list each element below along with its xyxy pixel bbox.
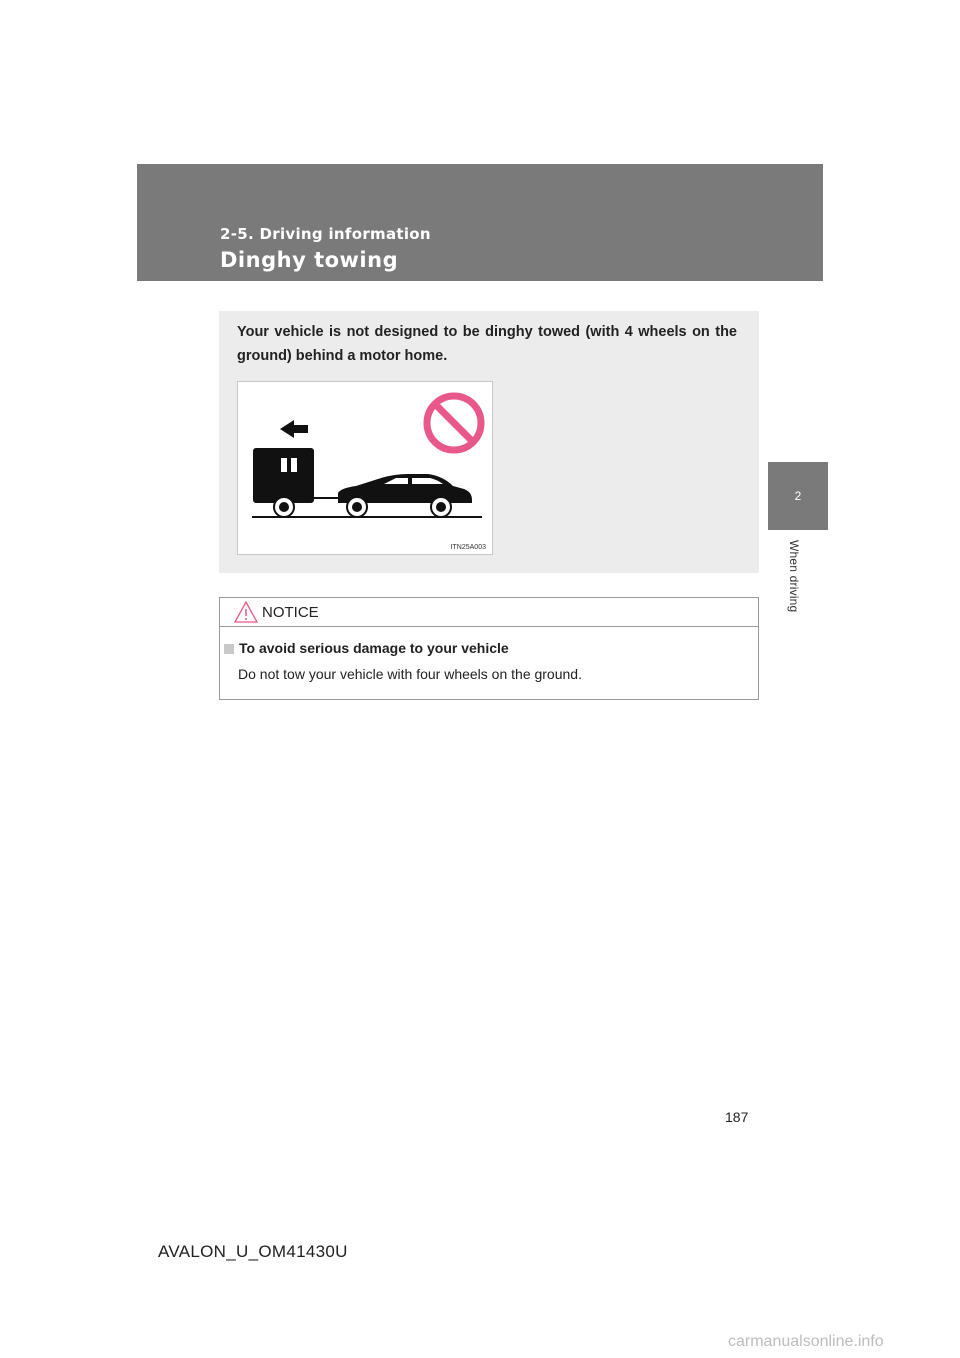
notice-header — [220, 598, 758, 627]
bullet-square-icon — [224, 644, 234, 654]
chapter-tab[interactable] — [768, 462, 828, 530]
notice-box — [219, 597, 759, 700]
document-code: AVALON_U_OM41430U — [158, 1242, 348, 1261]
chapter-label-container — [787, 540, 807, 650]
page-number: 187 — [725, 1109, 749, 1125]
notice-heading — [224, 640, 509, 656]
section-label: 2-5. Driving information — [220, 225, 431, 243]
towing-illustration-svg — [238, 382, 494, 556]
arrow-left-icon — [280, 420, 308, 438]
intro-box — [219, 311, 759, 573]
car-icon — [338, 474, 472, 517]
intro-text: Your vehicle is not designed to be dinghy towed (with 4 wheels on the ground) behind a motor home. — [237, 324, 737, 364]
notice-label: NOTICE — [262, 604, 319, 621]
page-title: Dinghy towing — [220, 248, 399, 272]
warning-triangle-icon — [234, 601, 258, 628]
chapter-label: When driving — [787, 540, 801, 613]
page-header — [137, 164, 823, 281]
notice-body: Do not tow your vehicle with four wheels on the ground. — [238, 666, 582, 682]
towing-illustration — [237, 381, 493, 555]
chapter-number: 2 — [794, 489, 802, 503]
prohibition-icon — [427, 396, 481, 450]
motor-home-icon — [253, 448, 340, 517]
illustration-code: ITN25A003 — [450, 544, 486, 551]
watermark: carmanualsonline.info — [728, 1333, 884, 1350]
notice-heading-text: To avoid serious damage to your vehicle — [239, 640, 509, 656]
